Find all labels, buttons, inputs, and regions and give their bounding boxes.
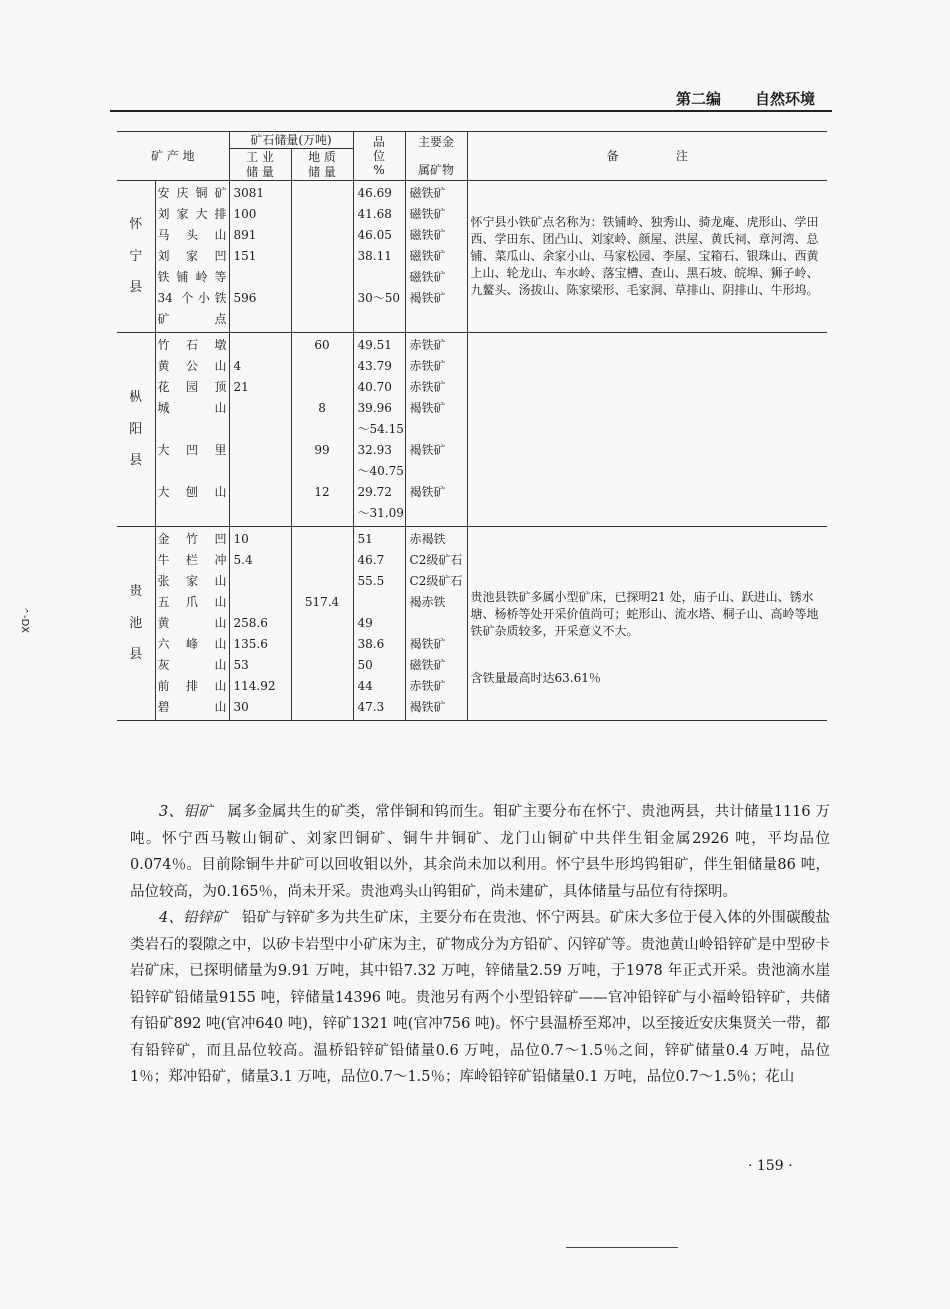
running-header [110, 88, 832, 108]
place-name: 城 山 [157, 401, 227, 416]
industrial-reserve [230, 398, 291, 419]
industrial-reserve: 4 [233, 359, 242, 374]
geologic-reserve [292, 676, 353, 697]
grade-value: ～54.15 [357, 422, 404, 437]
county-char: 枞 [129, 390, 143, 406]
header-industrial-bottom: 储 量 [246, 164, 274, 179]
place-name: 矿点 [157, 312, 227, 327]
grade-value: 46.7 [357, 553, 385, 568]
geologic-reserve-cell [291, 333, 353, 527]
header-geologic [291, 149, 353, 181]
grade-value: 47.3 [357, 700, 385, 715]
mineral-name [406, 461, 467, 482]
geologic-reserve [292, 697, 353, 718]
geologic-reserve [292, 613, 353, 634]
geologic-reserve [292, 655, 353, 676]
mineral-name [406, 503, 467, 524]
grade-value: ～31.09 [357, 506, 404, 521]
grade-value: 50 [357, 658, 373, 673]
industrial-reserve [230, 309, 291, 330]
place-cell [155, 527, 229, 721]
grade-value: 51 [357, 532, 373, 547]
mineral-name: 赤铁矿 [409, 679, 446, 694]
mineral-name: 磁铁矿 [409, 658, 446, 673]
county-cell [117, 181, 155, 333]
header-industrial [229, 149, 291, 181]
industrial-reserve [230, 503, 291, 524]
industrial-reserve: 10 [233, 532, 249, 547]
place-name: 花 园 顶 [157, 380, 227, 395]
county-char: 怀 [129, 217, 143, 233]
mineral-name: 褐铁矿 [409, 637, 446, 652]
industrial-reserve: 5.4 [233, 553, 253, 568]
place-name: 六 峰 山 [157, 637, 227, 652]
geologic-reserve: 12 [314, 485, 330, 500]
paragraph-text: 属多金属共生的矿类，常伴铜和钨而生。钼矿主要分布在怀宁、贵池两县，共计储量1116 万吨。怀宁西马鞍山铜矿、刘家凹铜矿、铜牛井铜矿、龙门山铜矿中共伴生钼金属2926 吨，平均品位0.074％。目前除铜牛井矿可以回收钼以外，其余尚未加以利用。怀宁县牛形坞钨钼矿，伴生钼储量86 吨，品位较高，为0.165％，尚未开采。贵池鸡头山钨钼矿，尚未建矿，具体储量与品位有待探明。 [130, 804, 830, 900]
grade-value: 40.70 [357, 380, 392, 395]
mineral-cell [405, 181, 467, 333]
place-name [156, 503, 229, 524]
geologic-reserve [292, 550, 353, 571]
place-name: 灰 山 [157, 658, 227, 673]
county-char: 县 [129, 647, 143, 663]
county-char: 贵 [129, 584, 143, 600]
table-row [117, 527, 827, 721]
grade-value: 49.51 [357, 338, 392, 353]
industrial-reserve: 258.6 [233, 616, 268, 631]
industrial-reserve [230, 571, 291, 592]
place-name [156, 461, 229, 482]
county-char: 宁 [129, 248, 143, 264]
industrial-reserve-cell [229, 181, 291, 333]
grade-value: 29.72 [357, 485, 392, 500]
industrial-reserve: 21 [233, 380, 249, 395]
grade-value: 38.6 [357, 637, 385, 652]
mineral-name: 褐铁矿 [409, 700, 446, 715]
mineral-name: 褐铁矿 [409, 291, 446, 306]
geologic-reserve [292, 634, 353, 655]
industrial-reserve [230, 267, 291, 288]
industrial-reserve [230, 335, 291, 356]
header-mineral-top: 主要金 [418, 134, 455, 149]
place-name [156, 419, 229, 440]
grade-value: 41.68 [357, 207, 392, 222]
mineral-name: 磁铁矿 [409, 186, 446, 201]
place-cell [155, 181, 229, 333]
grade-value: ～40.75 [357, 464, 404, 479]
mineral-name: 磁铁矿 [409, 249, 446, 264]
geologic-reserve: 517.4 [304, 595, 340, 610]
place-name: 牛 栏 冲 [157, 553, 227, 568]
geologic-reserve: 8 [318, 401, 326, 416]
place-cell [155, 333, 229, 527]
grade-value [354, 267, 405, 288]
grade-value: 55.5 [357, 574, 385, 589]
remark-cell [467, 527, 827, 721]
industrial-reserve: 30 [233, 700, 249, 715]
place-name: 张 家 山 [157, 574, 227, 589]
grade-value: 49 [357, 616, 373, 631]
header-topic: 自然环境 [755, 90, 816, 108]
header-rule [110, 110, 832, 112]
county-cell [117, 333, 155, 527]
header-grade-2: 位 [373, 148, 386, 163]
paragraph-lead: 4、铅锌矿 [159, 910, 228, 926]
mineral-name: 褐铁矿 [409, 485, 446, 500]
mineral-name: C2级矿石 [409, 553, 463, 568]
mineral-name [406, 419, 467, 440]
place-name: 大 刨 山 [157, 485, 227, 500]
remark-text: 怀宁县小铁矿点名称为：铁铺岭、独秀山、骑龙庵、虎形山、学田西、学田东、团凸山、刘家岭、颜屋、洪屋、黄氏祠、章河湾、总铺、菜瓜山、余家小山、马家松园、李屋、宝箱石、银珠山、西黄上山、轮龙山、车水岭、落宝槽、查山、黑石坡、皖埠、狮子岭、九鳌头、汤拔山、陈家梁形、毛家洞、草排山、阴排山、牛形坞。 [470, 215, 819, 298]
header-geologic-bottom: 储 量 [308, 164, 336, 179]
grade-cell [353, 181, 405, 333]
place-name: 刘家大排 [157, 207, 227, 222]
geologic-reserve [292, 461, 353, 482]
mineral-name: 赤铁矿 [409, 359, 446, 374]
table-row [117, 181, 827, 333]
geologic-reserve-cell [291, 527, 353, 721]
header-part: 第二编 [676, 90, 722, 108]
place-name: 五 爪 山 [157, 595, 227, 610]
grade-value: 44 [357, 679, 373, 694]
paragraph-lead-zinc [130, 905, 830, 1091]
mineral-name: 赤铁矿 [409, 338, 446, 353]
geologic-reserve [292, 529, 353, 550]
place-name: 竹 石 墩 [157, 338, 227, 353]
place-name: 马 头 山 [157, 228, 227, 243]
mineral-name: 磁铁矿 [409, 207, 446, 222]
geologic-reserve [292, 246, 353, 267]
geologic-reserve [292, 571, 353, 592]
grade-value: 32.93 [357, 443, 392, 458]
place-name: 34 个小铁 [157, 291, 227, 306]
grade-value [354, 309, 405, 330]
mineral-name [406, 309, 467, 330]
industrial-reserve [230, 592, 291, 613]
grade-value: 43.79 [357, 359, 392, 374]
paragraph-text: 铅矿与锌矿多为共生矿床，主要分布在贵池、怀宁两县。矿床大多位于侵入体的外围碳酸盐类岩石的裂隙之中，以矽卡岩型中小矿床为主，矿物成分为方铅矿、闪锌矿等。贵池黄山岭铅锌矿是中型矽卡岩矿床，已探明储量为9.91 万吨，其中铅7.32 万吨，锌储量2.59 万吨，于1978 年正式开采。贵池滴水崖铅锌矿铅储量9155 吨，锌储量14396 吨。贵池另有两个小型铅锌矿——官冲铅锌矿与小福岭铅锌矿，共储有铅矿892 吨(官冲640 吨)，锌矿1321 吨(官冲756 吨)。怀宁县温桥至郑冲，以至接近安庆集贤关一带，都有铅锌矿，而且品位较高。温桥铅锌矿铅储量0.6 万吨，品位0.7～1.5％之间，锌矿储量0.4 万吨，品位1％；郑冲铅矿，储量3.1 万吨，品位0.7～1.5％；库岭铅锌矿铅储量0.1 万吨，品位0.7～1.5％；花山 [130, 910, 831, 1085]
place-name: 黄 公 山 [157, 359, 227, 374]
place-name: 大 凹 里 [157, 443, 227, 458]
mineral-name: 褐铁矿 [409, 443, 446, 458]
remark-cell [467, 181, 827, 333]
mineral-name: 磁铁矿 [409, 228, 446, 243]
mineral-name: 褐铁矿 [409, 401, 446, 416]
mineral-cell [405, 333, 467, 527]
industrial-reserve-cell [229, 333, 291, 527]
paragraph-lead: 3、钼矿 [159, 804, 213, 820]
grade-cell [353, 527, 405, 721]
county-char: 池 [129, 615, 143, 631]
geologic-reserve [292, 309, 353, 330]
header-grade [353, 132, 405, 181]
geologic-reserve-cell [291, 181, 353, 333]
industrial-reserve [230, 482, 291, 503]
header-reserves: 矿石储量(万吨) [229, 132, 353, 149]
place-name: 黄 山 [157, 616, 227, 631]
mineral-name: 磁铁矿 [409, 270, 446, 285]
industrial-reserve: 100 [233, 207, 257, 222]
geologic-reserve [292, 288, 353, 309]
mineral-cell [405, 527, 467, 721]
geologic-reserve: 99 [314, 443, 330, 458]
header-mineral [405, 132, 467, 181]
grade-value: 39.96 [357, 401, 392, 416]
ore-table [117, 131, 827, 721]
header-grade-1: 品 [373, 134, 386, 149]
geologic-reserve [292, 204, 353, 225]
place-name: 碧 山 [157, 700, 227, 715]
header-mineral-bottom: 属矿物 [418, 163, 455, 178]
remark-text: 贵池县铁矿多属小型矿床，已探明21 处，庙子山、跃进山、锈水塘、杨桥等处开采价值尚可；蛇形山、流水塔、桐子山、高岭等地铁矿杂质较多，开采意义不大。 [470, 589, 819, 638]
place-name: 金 竹 凹 [157, 532, 227, 547]
mineral-name: 赤铁矿 [409, 380, 446, 395]
industrial-reserve: 596 [233, 291, 257, 306]
paragraph-molybdenum [130, 799, 830, 905]
geologic-reserve [292, 267, 353, 288]
grade-value: 30～50 [357, 291, 401, 306]
page-number: · 159 · [748, 1158, 793, 1174]
industrial-reserve [230, 419, 291, 440]
county-cell [117, 527, 155, 721]
industrial-reserve: 135.6 [233, 637, 268, 652]
industrial-reserve: 53 [233, 658, 249, 673]
margin-mark: ゝ-DX [19, 605, 30, 634]
grade-value: 46.05 [357, 228, 392, 243]
industrial-reserve: 891 [233, 228, 257, 243]
header-industrial-top: 工 业 [246, 150, 274, 165]
remark-text-secondary: 含铁量最高时达63.61％ [470, 670, 601, 685]
geologic-reserve [292, 419, 353, 440]
grade-value: 46.69 [357, 186, 392, 201]
header-grade-3: % [373, 163, 385, 178]
industrial-reserve: 3081 [233, 186, 265, 201]
header-geologic-top: 地 质 [308, 150, 336, 165]
place-name: 铁铺岭等 [157, 270, 227, 285]
mineral-name [406, 613, 467, 634]
industrial-reserve: 151 [233, 249, 257, 264]
industrial-reserve-cell [229, 527, 291, 721]
place-name: 刘 家 凹 [157, 249, 227, 264]
industrial-reserve: 114.92 [233, 679, 276, 694]
county-char: 县 [129, 453, 143, 469]
geologic-reserve [292, 503, 353, 524]
grade-value: 38.11 [357, 249, 392, 264]
mineral-name: C2级矿石 [409, 574, 463, 589]
header-place: 矿 产 地 [117, 132, 229, 181]
geologic-reserve [292, 225, 353, 246]
footer-rule [566, 1247, 678, 1248]
grade-cell [353, 333, 405, 527]
remark-cell [467, 333, 827, 527]
body-text [130, 799, 830, 1091]
geologic-reserve [292, 356, 353, 377]
industrial-reserve [230, 440, 291, 461]
place-name: 安庆铜矿 [157, 186, 227, 201]
grade-value [354, 592, 405, 613]
geologic-reserve [292, 377, 353, 398]
mineral-name: 褐赤铁 [409, 595, 446, 610]
table-header-row [117, 132, 827, 149]
table-row [117, 333, 827, 527]
geologic-reserve: 60 [314, 338, 330, 353]
mineral-name: 赤褐铁 [409, 532, 446, 547]
county-char: 阳 [129, 421, 143, 437]
header-remark: 备 注 [467, 132, 827, 181]
county-char: 县 [129, 280, 143, 296]
place-name: 前 排 山 [157, 679, 227, 694]
geologic-reserve [292, 183, 353, 204]
industrial-reserve [230, 461, 291, 482]
